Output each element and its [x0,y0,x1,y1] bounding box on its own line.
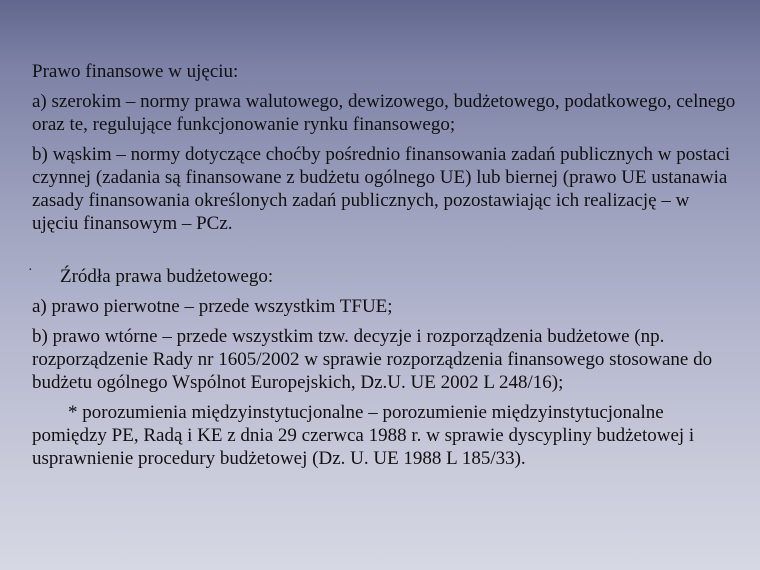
source-note-text: * porozumienia międzyinstytucjonalne – porozumienie międzyinstytucjonalne pomiędzy PE, Radą i KE z dnia 29 czerwca 1988 r. w sprawie dyscypliny budżetowej i usprawnienie procedury budżetowej (Dz. U. UE 1988 L 185/33). [32,402,695,469]
point-b-text: b) wąskim – normy dotyczące choćby pośrednio finansowania zadań publicznych w postaci czynnej (zadania są finansowane z budżetu ogólnego UE) lub biernej (prawo UE ustanawia zasady finansowania określonych zadań publicznych, pozostawiając ich realizację – w ujęciu finansowym – PCz. [32,144,731,234]
source-a-text: a) prawo pierwotne – przede wszystkim TFUE; [32,296,393,317]
point-a-text: a) szerokim – normy prawa walutowego, dewizowego, budżetowego, podatkowego, celnego oraz te, regulujące funkcjonowanie rynku finansowego; [32,91,736,135]
intro-text: Prawo finansowe w ujęciu: [32,61,239,82]
slide-content [28,60,738,477]
source-b-text: b) prawo wtórne – przede wszystkim tzw. decyzje i rozporządzenia budżetowe (np. rozporządzenie Rady nr 1605/2002 w sprawie rozporządzenia finansowego stosowane do budżetu ogólnego Wspólnot Europejskich, Dz.U. UE 2002 L 248/16); [32,326,713,393]
spacer [32,242,738,265]
sources-heading-row [28,263,738,288]
bullet-dot-icon: · [28,263,33,278]
sources-heading: Źródła prawa budżetowego: [60,266,274,287]
